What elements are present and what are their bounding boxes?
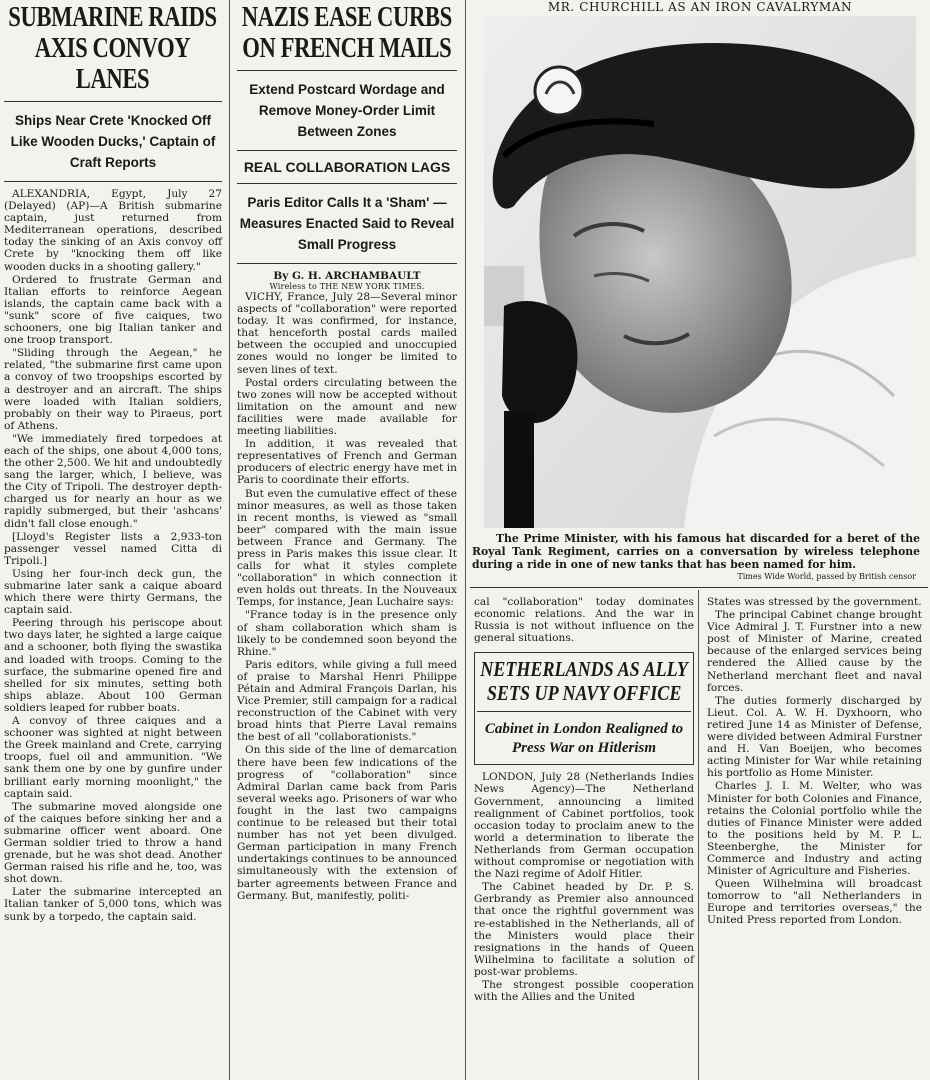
paragraph: Postal orders circulating between the two zones will now be accepted without limitation on the amount and new facilities were made available for meeting liabilities. — [237, 376, 457, 438]
paragraph: Ordered to frustrate German and Italian efforts to reinforce Aegean islands, the captain came back with a "sunk" score of five caiques, two schooners, one big Italian tanker and one troop transport. — [4, 273, 222, 347]
column-rule — [465, 0, 466, 1080]
divider — [4, 181, 222, 182]
column-rule — [698, 590, 699, 1080]
byline: By G. H. ARCHAMBAULT — [273, 270, 421, 282]
paragraph: "Sliding through the Aegean," he related, "the submarine first came upon a convoy of two troopships escorted by a destroyer and an aircraft. The ships were loaded with Italian soldiers, probably on their way to Piraeus, port of Athens. — [4, 347, 222, 432]
body-french-mails — [237, 291, 457, 902]
divider — [237, 263, 457, 264]
headline-netherlands: NETHERLANDS AS ALLY SETS UP NAVY OFFICE — [480, 657, 688, 706]
deck-netherlands: Cabinet in London Realigned to Press War on Hitlerism — [484, 721, 684, 757]
article-netherlands-continued — [703, 596, 926, 1080]
paragraph: Charles J. I. M. Welter, who was Minister for both Colonies and Finance, retains the Colonial portfolio while the duties of Finance Minister were added to the positions held by M. P. L. Steenberghe, the Minister for Commerce and Industry and acting Minister of Agriculture and Fisheries. — [707, 780, 922, 878]
continued-paragraph: cal "collaboration" today dominates economic relations. And the war in Russia is not without influence on the general situations. — [474, 596, 694, 645]
column-rule — [229, 0, 230, 1080]
paragraph: In addition, it was revealed that representatives of French and German producers of electric energy have met in Paris to coordinate their efforts. — [237, 438, 457, 487]
paragraph: The strongest possible cooperation with the Allies and the United — [474, 978, 694, 1004]
photo-caption: The Prime Minister, with his famous hat discarded for a beret of the Royal Tank Regiment, carries on a conversation by wireless telephone during a ride in one of new tanks that has been named for him. — [472, 532, 920, 571]
paragraph: But even the cumulative effect of these minor measures, as well as those taken in recent months, is viewed as "small beer" compared with the main issue between France and Germany. The press in Paris makes this issue clear. It calls for what it styles complete "collaboration" in which connection it even holds out threats. In the Nouveaux Temps, for instance, Jean Luchaire says: — [237, 487, 457, 609]
churchill-photo — [484, 16, 916, 528]
photo-illustration — [484, 16, 916, 528]
divider — [237, 183, 457, 184]
paragraph: "France today is in the presence only of sham collaboration which sham is likely to be condemned soon beyond the Rhine." — [237, 609, 457, 658]
paragraph: VICHY, France, July 28—Several minor aspects of "collaboration" were reported today. It was confirmed, for instance, that henceforth postal cards mailed between the occupied and unoccupied zones would no longer be limited to seven lines of text. — [237, 291, 457, 376]
deck-french-mails-2: REAL COLLABORATION LAGS — [243, 159, 451, 175]
paragraph: Queen Wilhelmina will broadcast tomorrow to "all Netherlanders in Europe and territories overseas," the United Press reported from London. — [707, 878, 922, 927]
netherlands-headline-box — [474, 652, 694, 765]
article-french-mails — [233, 0, 461, 1080]
paragraph: Later the submarine intercepted an Italian tanker of 5,000 tons, which was sunk by a torpedo, the captain said. — [4, 886, 222, 923]
paragraph: The Cabinet headed by Dr. P. S. Gerbrandy as Premier also announced that once the rightful government was re-established in the Netherlands, all of the Ministers would place their resignations in the hands of Queen Wilhelmina to facilitate a solution of post-war problems. — [474, 881, 694, 978]
paragraph: LONDON, July 28 (Netherlands Indies News Agency)—The Netherland Government, announcing a limited realignment of Cabinet portfolios, took occasion today to proclaim anew to the world a determination to liberate the Netherlands from German occupation without compromise or negotiation with the Nazi regime of Adolf Hitler. — [474, 771, 694, 881]
deck-submarine: Ships Near Crete 'Knocked Off Like Wooden Ducks,' Captain of Craft Reports — [10, 113, 216, 170]
photo-title: MR. CHURCHILL AS AN IRON CAVALRYMAN — [547, 0, 853, 14]
wire-credit: Wireless to THE NEW YORK TIMES. — [269, 282, 425, 291]
photo-credit: Times Wide World, passed by British censor — [737, 572, 916, 581]
divider — [4, 101, 222, 102]
divider — [477, 711, 691, 712]
paragraph: The principal Cabinet change brought Vice Admiral J. T. Furstner into a new post of Minister of Marine, created because of the enlarged services being rendered the Allied cause by the Netherland merchant fleet and naval forces. — [707, 609, 922, 694]
body-submarine — [4, 188, 222, 923]
divider — [237, 150, 457, 151]
divider — [470, 587, 928, 588]
paragraph: Paris editors, while giving a full meed of praise to Marshal Henri Philippe Pétain and Admiral François Darlan, his Vice Premier, still campaign for a radical reconstruction of the Cabinet with very broad hints that Pierre Laval remains the best of all "collaborationists." — [237, 658, 457, 744]
paragraph: "We immediately fired torpedoes at each of the ships, one about 4,000 tons, the other 2,500. We hit and undoubtedly sang the larger, which, I believe, was the City of Tripoli. The destroyer depth-charged us for nearly an hour as we rapidly submerged, but their 'ashcans' didn't fall close enough." — [4, 432, 222, 530]
deck-french-mails-3: Paris Editor Calls It a 'Sham' —Measures Enacted Said to Reveal Small Progress — [239, 195, 455, 252]
headline-french-mails: NAZIS EASE CURBS ON FRENCH MAILS — [242, 1, 452, 64]
body-netherlands — [474, 771, 694, 1003]
paragraph: The submarine moved alongside one of the caiques before sinking her and a submarine officer went aboard. One German soldier tried to throw a hand grenade, but he was shot dead. Another German raised his rifle and he, too, was shot down. — [4, 800, 222, 886]
headline-submarine: SUBMARINE RAIDS AXIS CONVOY LANES — [8, 1, 218, 95]
paragraph: States was stressed by the government. — [707, 596, 922, 608]
paragraph: The duties formerly discharged by Lieut. Col. A. W. H. Dyxhoorn, who retired June 14 as Minister of Defense, were divided between Admiral Furstner and H. Van Boeijen, who becomes acting Minister for War while retaining his portfolio as Home Minister. — [707, 694, 922, 780]
paragraph: Using her four-inch deck gun, the submarine later sank a caique aboard which there were thirty Germans, the captain said. — [4, 567, 222, 617]
divider — [237, 70, 457, 71]
paragraph: ALEXANDRIA, Egypt, July 27 (Delayed) (AP)—A British submarine captain, just returned from Mediterranean operations, described today the sinking of an Axis convoy off Crete by "knocking them off like wooden ducks in a shooting gallery." — [4, 188, 222, 273]
article-submarine — [0, 0, 228, 1080]
paragraph: On this side of the line of demarcation there have been few indications of the progress of "collaboration" since Admiral Darlan came back from Paris several weeks ago. Prisoners of war who fought in the last two campaigns continue to be released but their total number has not yet been divulged. German participation in many French undertakings continues to be announced simultaneously with the extension of barter agreements between France and Germany. But, manifestly, politi- — [237, 744, 457, 902]
paragraph: A convoy of three caiques and a schooner was sighted at night between the Greek mainland and Crete, carrying troops, fuel oil and ammunition. "We sank them one by one by gunfire under brilliant early morning moonlight," the captain said. — [4, 715, 222, 800]
deck-french-mails-1: Extend Postcard Wordage and Remove Money-Order Limit Between Zones — [249, 82, 445, 139]
article-netherlands — [470, 596, 698, 1080]
paragraph: Peering through his periscope about two days later, he sighted a large caique and a schooner, both flying the swastika and loaded with troops. Coming to the surface, the submarine opened fire and shelled for six minutes, setting both ships ablaze. About 100 German soldiers leaped for rubber boats. — [4, 617, 222, 714]
paragraph: [Lloyd's Register lists a 2,933-ton passenger vessel named Citta di Tripoli.] — [4, 530, 222, 567]
